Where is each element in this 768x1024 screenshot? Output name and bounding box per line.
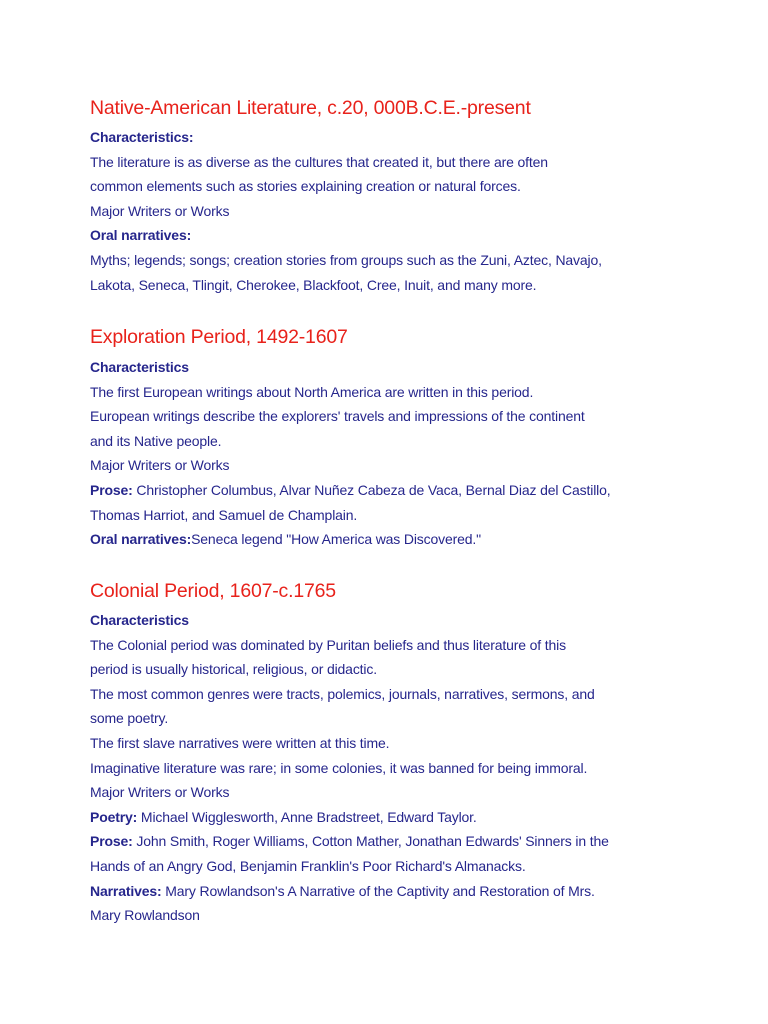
characteristics-line: period is usually historical, religious, or didactic. xyxy=(90,661,377,678)
characteristics-label: Characteristics: xyxy=(90,129,194,145)
major-writers-label: Major Writers or Works xyxy=(90,202,230,219)
characteristics-line: and its Native people. xyxy=(90,432,222,449)
characteristics-line: The literature is as diverse as the cultures that created it, but there are often xyxy=(90,153,548,170)
oral-narratives-label: Oral narratives: xyxy=(90,531,192,548)
oral-narratives-label: Oral narratives: xyxy=(90,227,192,244)
section-body xyxy=(90,608,690,928)
section-body xyxy=(90,355,690,552)
oral-narratives-line: Myths; legends; songs; creation stories from groups such as the Zuni, Aztec, Navajo, xyxy=(90,251,602,268)
characteristics-line: some poetry. xyxy=(90,710,169,727)
major-writers-label: Major Writers or Works xyxy=(90,784,230,801)
section-colonial xyxy=(90,579,690,928)
characteristics-line: The first slave narratives were written at this time. xyxy=(90,734,390,751)
characteristics-line: The most common genres were tracts, polemics, journals, narratives, sermons, and xyxy=(90,685,595,702)
characteristics-label: Characteristics xyxy=(90,612,189,628)
characteristics-line: common elements such as stories explaining creation or natural forces. xyxy=(90,178,521,195)
oral-narratives-text: Seneca legend "How America was Discovered." xyxy=(191,531,481,548)
section-native-american xyxy=(90,96,690,297)
prose-line: Hands of an Angry God, Benjamin Franklin's Poor Richard's Almanacks. xyxy=(90,857,526,874)
poetry-line xyxy=(90,805,690,830)
prose-label: Prose: xyxy=(90,833,133,850)
prose-text: John Smith, Roger Williams, Cotton Mather, Jonathan Edwards' Sinners in the xyxy=(132,833,609,850)
narratives-line: Mary Rowlandson xyxy=(90,907,200,924)
poetry-label: Poetry: xyxy=(90,808,138,825)
prose-line xyxy=(90,829,690,854)
oral-narratives-line: Lakota, Seneca, Tlingit, Cherokee, Blackfoot, Cree, Inuit, and many more. xyxy=(90,276,537,293)
prose-label: Prose: xyxy=(90,481,133,498)
narratives-line xyxy=(90,879,690,904)
prose-text: Christopher Columbus, Alvar Nuñez Cabeza de Vaca, Bernal Diaz del Castillo, xyxy=(132,481,611,498)
section-body xyxy=(90,125,690,297)
narratives-text: Mary Rowlandson's A Narrative of the Captivity and Restoration of Mrs. xyxy=(161,882,595,899)
prose-line: Thomas Harriot, and Samuel de Champlain. xyxy=(90,506,358,523)
characteristics-line: Imaginative literature was rare; in some colonies, it was banned for being immoral. xyxy=(90,759,588,776)
section-heading: Native-American Literature, c.20, 000B.C.E.-present xyxy=(90,97,531,119)
poetry-text: Michael Wigglesworth, Anne Bradstreet, Edward Taylor. xyxy=(137,808,477,825)
characteristics-line: The first European writings about North America are written in this period. xyxy=(90,383,534,400)
characteristics-line: European writings describe the explorers' travels and impressions of the continent xyxy=(90,408,585,425)
prose-line xyxy=(90,478,690,503)
section-heading: Exploration Period, 1492-1607 xyxy=(90,326,348,348)
section-exploration xyxy=(90,325,690,552)
characteristics-label: Characteristics xyxy=(90,359,189,375)
characteristics-line: The Colonial period was dominated by Puritan beliefs and thus literature of this xyxy=(90,636,566,653)
major-writers-label: Major Writers or Works xyxy=(90,457,230,474)
narratives-label: Narratives: xyxy=(90,882,162,899)
section-heading: Colonial Period, 1607-c.1765 xyxy=(90,580,336,602)
oral-narratives-line xyxy=(90,527,690,552)
